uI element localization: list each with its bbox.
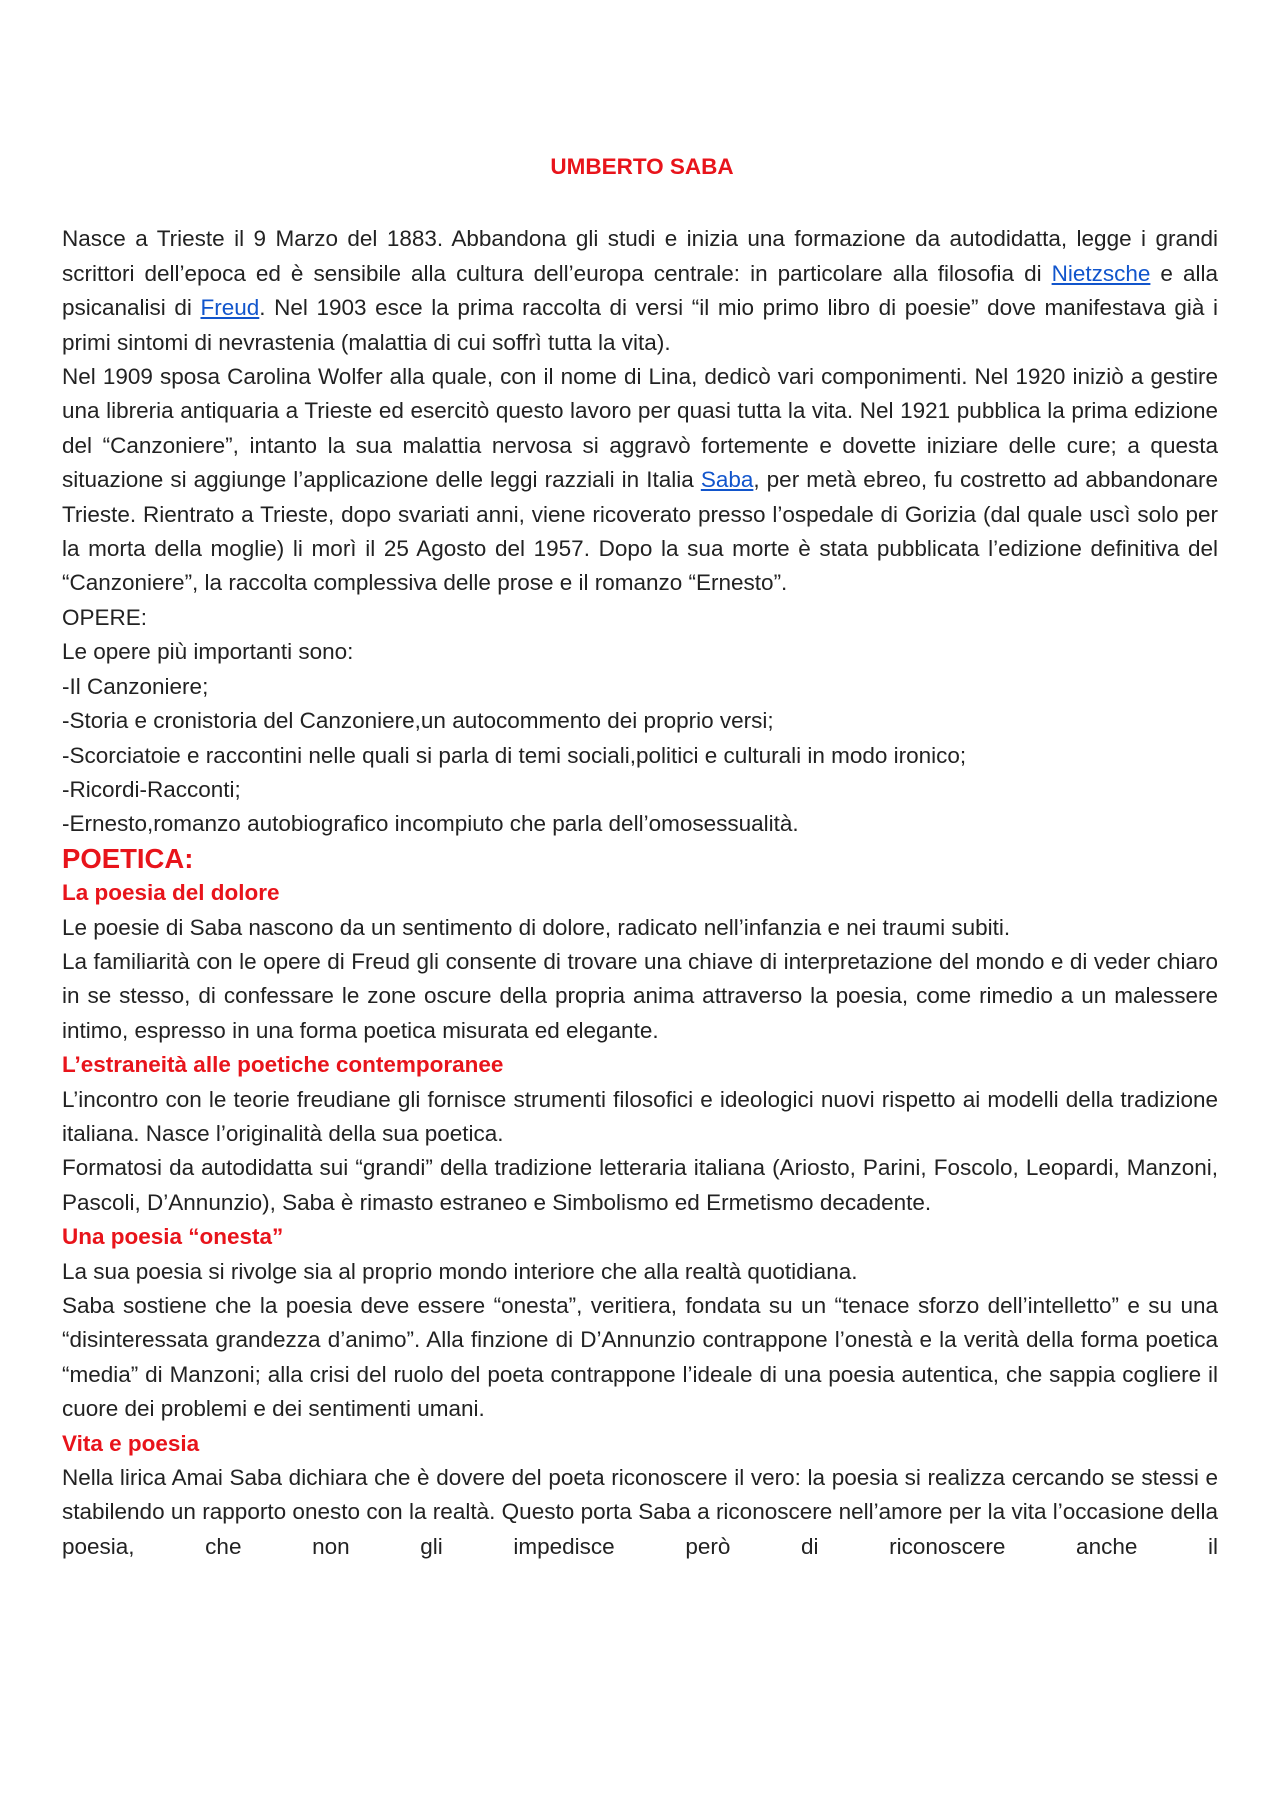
- section-paragraph: La sua poesia si rivolge sia al proprio mondo interiore che alla realtà quotidiana.: [62, 1258, 858, 1284]
- section-heading-poesia-onesta: Una poesia “onesta”: [62, 1224, 284, 1250]
- opere-list-item: -Ricordi-Racconti;: [62, 776, 241, 802]
- bio-text: Nasce a Trieste il 9 Marzo del 1883. Abbandona gli studi e inizia una formazione da autodidatta, legge i grandi scrittori dell’epoca ed è sensibile alla cultura dell’europa centrale: in particolare alla filosofia di: [62, 226, 1218, 286]
- section-heading-poesia-del-dolore: La poesia del dolore: [62, 880, 280, 906]
- opere-list-item: -Scorciatoie e raccontini nelle quali si parla di temi sociali,politici e culturali in modo ironico;: [62, 742, 967, 768]
- bio-text: . Nel 1903 esce la prima raccolta di versi “il mio primo libro di poesie” dove manifestava già i primi sintomi di nevrastenia (malattia di cui soffrì tutta la vita).: [62, 295, 1218, 355]
- document-page: [62, 150, 1218, 1564]
- opere-list-item: -Il Canzoniere;: [62, 673, 209, 699]
- section-paragraph: Saba sostiene che la poesia deve essere “onesta”, veritiera, fondata su un “tenace sforzo dell’intelletto” e su una “disinteressata grandezza d’animo”. Alla finzione di D’Annunzio contrappone l’onestà e la verità della forma poetica “media” di Manzoni; alla crisi del ruolo del poeta contrappone l’ideale di una poesia autentica, che sappia cogliere il cuore dei problemi e dei sentimenti umani.: [62, 1293, 1218, 1422]
- bio-text: , per metà ebreo, fu costretto ad abbandonare Trieste. Rientrato a Trieste, dopo svariati anni, viene ricoverato presso l’ospedale di Gorizia (dal quale uscì solo per la morta della moglie) li morì il 25 Agosto del 1957. Dopo la sua morte è stata pubblicata l’edizione definitiva del “Canzoniere”, la raccolta complessiva delle prose e il romanzo “Ernesto”.: [62, 467, 1218, 596]
- link-freud[interactable]: Freud: [200, 295, 260, 321]
- section-paragraph: Le poesie di Saba nascono da un sentimento di dolore, radicato nell’infanzia e nei traumi subiti.: [62, 914, 1011, 940]
- bio-paragraph-2: [62, 360, 1218, 601]
- bio-text: Nel 1909 sposa Carolina Wolfer alla quale, con il nome di Lina, dedicò vari componimenti. Nel 1920 iniziò a gestire una libreria antiquaria a Trieste ed esercitò questo lavoro per quasi tutta la vita. Nel 1921 pubblica la prima edizione del “Canzoniere”, intanto la sua malattia nervosa si aggravò fortemente e dovette iniziare delle cure; a questa situazione si aggiunge l’applicazione delle leggi razziali in Italia: [62, 364, 1218, 493]
- bio-text: e alla psicanalisi di: [62, 260, 1218, 321]
- section-paragraph: La familiarità con le opere di Freud gli consente di trovare una chiave di interpretazione del mondo e di veder chiaro in se stesso, di confessare le zone oscure della propria anima attraverso la poesia, come rimedio a un malessere intimo, espresso in una forma poetica misurata ed elegante.: [62, 948, 1218, 1043]
- section-paragraph: Formatosi da autodidatta sui “grandi” della tradizione letteraria italiana (Ariosto, Parini, Foscolo, Leopardi, Manzoni, Pascoli, D’Annunzio), Saba è rimasto estraneo e Simbolismo ed Ermetismo decadente.: [62, 1155, 1218, 1215]
- link-nietzsche[interactable]: Nietzsche: [1051, 260, 1151, 286]
- section-heading-estraneita: L’estraneità alle poetiche contemporanee: [62, 1052, 504, 1078]
- opere-intro: Le opere più importanti sono:: [62, 639, 354, 665]
- link-saba[interactable]: Saba: [700, 467, 754, 493]
- page-title: UMBERTO SABA: [550, 154, 734, 179]
- bio-paragraph-1: [62, 222, 1218, 360]
- opere-list-item: -Ernesto,romanzo autobiografico incompiuto che parla dell’omosessualità.: [62, 811, 799, 837]
- section-paragraph: Nella lirica Amai Saba dichiara che è dovere del poeta riconoscere il vero: la poesia si realizza cercando se stessi e stabilendo un rapporto onesto con la realtà. Questo porta Saba a riconoscere nell’amore per la vita l’occasione della poesia, che non gli impedisce però di riconoscere anche il: [62, 1465, 1218, 1559]
- section-paragraph: L’incontro con le teorie freudiane gli fornisce strumenti filosofici e ideologici nuovi rispetto ai modelli della tradizione italiana. Nasce l’originalità della sua poetica.: [62, 1086, 1218, 1146]
- poetica-heading: POETICA:: [62, 842, 194, 874]
- opere-heading: OPERE:: [62, 604, 148, 630]
- section-heading-vita-e-poesia: Vita e poesia: [62, 1430, 200, 1456]
- opere-list-item: -Storia e cronistoria del Canzoniere,un autocommento dei proprio versi;: [62, 708, 774, 734]
